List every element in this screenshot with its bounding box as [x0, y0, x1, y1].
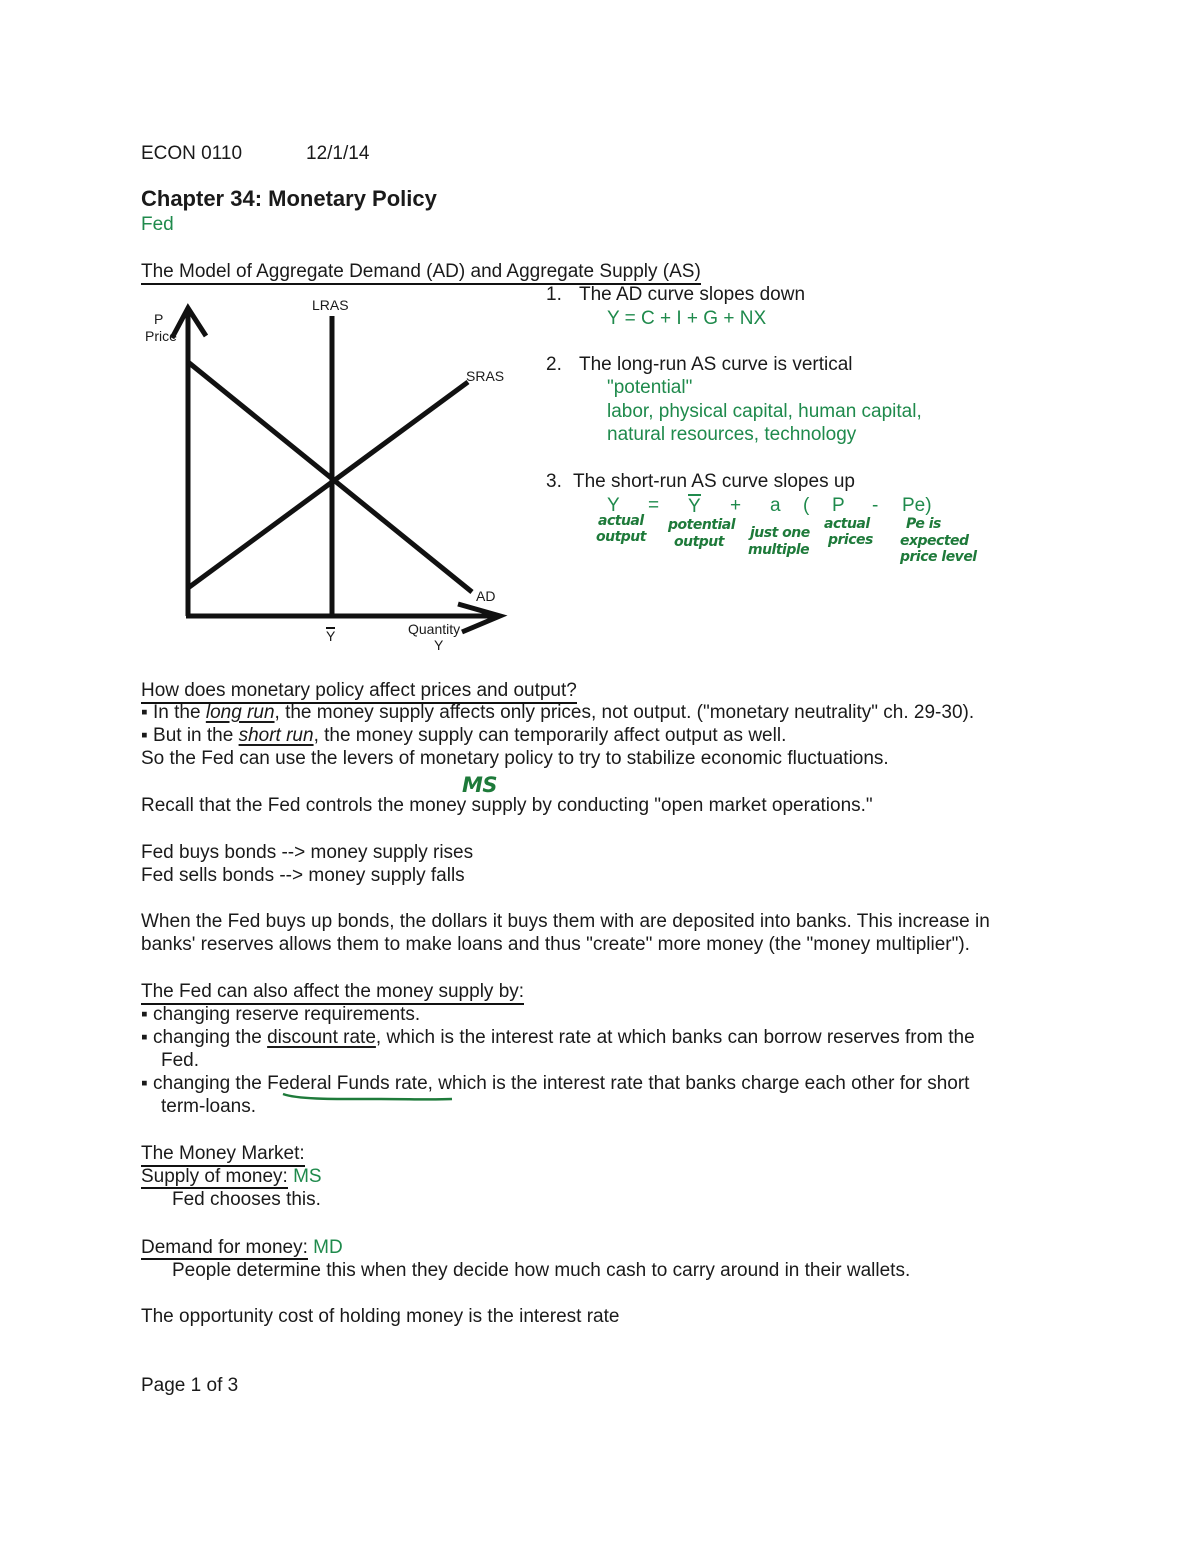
factors-line-1: labor, physical capital, human capital,: [607, 401, 922, 422]
hand-potential-output-1: potential: [668, 517, 736, 533]
bullet-fedfunds-post: , which is the interest rate that banks charge each other for short: [427, 1073, 970, 1094]
point-3-text: The short-run AS curve slopes up: [573, 471, 855, 492]
hand-ms: MS: [462, 773, 498, 797]
demand-note: People determine this when they decide how much cash to carry around in their wallets.: [172, 1260, 911, 1281]
factors-line-2: natural resources, technology: [607, 424, 857, 445]
y-axis-label-price: Price: [145, 328, 177, 344]
point-2-text: The long-run AS curve is vertical: [579, 354, 853, 375]
bullet-mark: ▪: [141, 1027, 154, 1048]
eq-plus: +: [730, 495, 742, 516]
model-heading: The Model of Aggregate Demand (AD) and Aggregate Supply (AS): [141, 260, 701, 285]
x-axis-label-y: Y: [434, 637, 444, 653]
demand-abbr: MD: [313, 1237, 343, 1258]
point-1-number: 1.: [546, 284, 562, 305]
recall-sentence: Recall that the Fed controls the money supply by conducting "open market operations.": [141, 795, 873, 816]
potential-output-label: Y: [326, 628, 336, 644]
hand-actual-output-2: output: [596, 529, 646, 545]
so-sentence: So the Fed can use the levers of monetary policy to try to stabilize economic fluctuations.: [141, 748, 889, 769]
ad-equation: Y = C + I + G + NX: [607, 308, 767, 329]
supply-note: Fed chooses this.: [172, 1189, 321, 1210]
supply-abbr: MS: [293, 1166, 322, 1187]
eq-open-paren: (: [803, 495, 810, 516]
bullet-discount-pre: changing the: [153, 1027, 268, 1048]
bullet-fedfunds-pre: changing the: [153, 1073, 268, 1094]
eq-y: Y: [607, 495, 620, 516]
point-3-number: 3.: [546, 471, 562, 492]
supply-label: Supply of money:: [141, 1166, 288, 1187]
ad-as-graph: [140, 290, 520, 660]
hand-just-multiple-1: just one: [750, 525, 810, 541]
bullet-discount: [141, 1026, 975, 1049]
chapter-subtitle: Fed: [141, 214, 174, 235]
bullet-discount-cont: Fed.: [161, 1050, 200, 1071]
bullet-short-run-pre: But in the: [153, 725, 239, 746]
demand-line: [141, 1236, 343, 1259]
eq-a: a: [770, 495, 781, 516]
bullet-fedfunds-cont: term-loans.: [161, 1096, 257, 1117]
bullet-long-run: [141, 701, 974, 724]
hand-underline-federal-funds: [280, 1090, 456, 1104]
money-market-heading: The Money Market:: [141, 1142, 305, 1167]
long-run-emphasis: long run: [205, 702, 275, 723]
bullet-mark: ▪: [141, 702, 154, 723]
hand-pe-expected-3: price level: [900, 549, 977, 565]
hand-pe-expected-2: expected: [900, 533, 969, 549]
x-axis-label-quantity: Quantity: [408, 621, 461, 637]
bullet-mark: ▪: [141, 1073, 154, 1094]
chapter-title: Chapter 34: Monetary Policy: [141, 186, 437, 211]
fed-buys-line: Fed buys bonds --> money supply rises: [141, 842, 474, 863]
monetary-policy-question: How does monetary policy affect prices and output?: [141, 679, 577, 704]
bullet-short-run-post: , the money supply can temporarily affect output as well.: [313, 725, 787, 746]
demand-label: Demand for money:: [141, 1237, 308, 1258]
sras-label: SRAS: [466, 368, 505, 384]
page-number: Page 1 of 3: [141, 1375, 239, 1396]
bullet-reserve: [141, 1003, 420, 1026]
hand-potential-output-2: output: [674, 534, 724, 550]
short-run-emphasis: short run: [238, 725, 314, 746]
bullet-reserve-text: changing reserve requirements.: [153, 1004, 421, 1025]
course-code: ECON 0110: [141, 143, 243, 164]
bullet-fedfunds: [141, 1072, 969, 1095]
hand-pe-expected-1: Pe is: [906, 516, 941, 532]
bullet-short-run: [141, 724, 786, 747]
discount-rate-emphasis: discount rate: [267, 1027, 376, 1048]
fed-sells-line: Fed sells bonds --> money supply falls: [141, 865, 465, 886]
eq-equals: =: [648, 495, 660, 516]
eq-p: P: [832, 495, 845, 516]
lecture-date: 12/1/14: [306, 143, 370, 164]
paragraph-line-2: banks' reserves allows them to make loans and thus "create" more money (the "money multiplier").: [141, 934, 970, 955]
federal-funds-emphasis: Federal Funds rate: [267, 1073, 428, 1094]
hand-just-multiple-2: multiple: [748, 542, 810, 558]
eq-pe: Pe): [902, 495, 932, 516]
ad-label: AD: [476, 588, 496, 604]
bullet-mark: ▪: [141, 1004, 154, 1025]
supply-line: [141, 1165, 322, 1188]
hand-actual-prices-2: prices: [828, 532, 873, 548]
lras-label: LRAS: [312, 297, 349, 313]
hand-actual-output-1: actual: [598, 513, 644, 529]
bullet-discount-post: , which is the interest rate at which banks can borrow reserves from the: [375, 1027, 975, 1048]
point-2-number: 2.: [546, 354, 562, 375]
fed-affect-heading: The Fed can also affect the money supply by:: [141, 980, 524, 1005]
bullet-mark: ▪: [141, 725, 154, 746]
eq-minus: -: [872, 495, 879, 516]
bullet-long-run-pre: In the: [153, 702, 206, 723]
y-axis-label-p: P: [154, 311, 164, 327]
point-1-text: The AD curve slopes down: [579, 284, 806, 305]
hand-actual-prices-1: actual: [824, 516, 870, 532]
paragraph-line-1: When the Fed buys up bonds, the dollars it buys them with are deposited into banks. This increase in: [141, 911, 990, 932]
potential-text: "potential": [607, 377, 693, 398]
opportunity-cost-line: The opportunity cost of holding money is the interest rate: [141, 1306, 620, 1327]
eq-ybar: Y: [688, 496, 701, 517]
bullet-long-run-post: , the money supply affects only prices, not output. ("monetary neutrality" ch. 29-30).: [274, 702, 975, 723]
